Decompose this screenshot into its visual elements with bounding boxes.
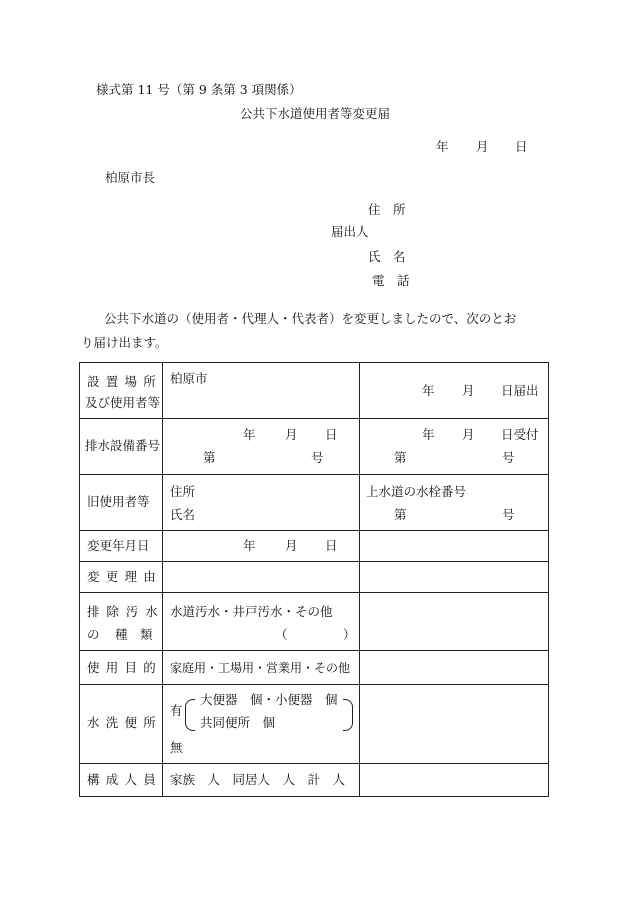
change-date-right-cell[interactable] [360, 531, 549, 562]
table-row [80, 593, 549, 651]
sewage-paren-open: （ [275, 627, 288, 642]
date-day: 日 [515, 139, 528, 154]
label-cell [80, 562, 163, 593]
table-row [80, 531, 549, 562]
label-cell [80, 651, 163, 685]
drain-month: 月 [285, 427, 298, 442]
sewage-label-line1: 排除汚水 [87, 604, 165, 619]
members-label: 構成人員 [87, 772, 163, 787]
change-reason-right-cell[interactable] [360, 562, 549, 593]
submission-month: 月 [462, 383, 475, 398]
meter-go: 号 [502, 507, 515, 522]
drain-go: 号 [311, 450, 324, 465]
form-table [79, 362, 549, 797]
change-reason-cell[interactable] [163, 562, 360, 593]
label-cell [80, 685, 163, 764]
table-row [80, 562, 549, 593]
members-right-cell[interactable] [360, 764, 549, 797]
addressee: 柏原市長 [105, 170, 156, 185]
label-cell [80, 764, 163, 797]
sewage-options: 水道汚水・井戸汚水・その他 [170, 604, 333, 619]
body-text-line2: り届け出ます。 [81, 335, 168, 350]
drain-number-cell[interactable] [163, 419, 360, 475]
table-row [80, 475, 549, 531]
old-user-name: 氏名 [170, 507, 196, 522]
label-cell [80, 475, 163, 531]
right-bracket [343, 699, 353, 731]
document-title: 公共下水道使用者等変更届 [240, 106, 391, 121]
change-date-label: 変更年月日 [87, 538, 150, 553]
meter-dai: 第 [394, 507, 407, 522]
flush-toilet-label: 水洗便所 [87, 715, 163, 730]
change-reason-label: 変更理由 [87, 569, 163, 584]
location-label-line1: 設置場所 [87, 374, 163, 389]
old-user-cell[interactable] [163, 475, 360, 531]
toilet-yes: 有 [170, 703, 183, 718]
usage-purpose-options: 家庭用・工場用・営業用・その他 [170, 661, 351, 675]
toilet-line1: 大便器 個・小便器 個 [200, 692, 338, 707]
label-cell [80, 419, 163, 475]
label-cell [80, 593, 163, 651]
receipt-cell[interactable] [360, 419, 549, 475]
sewage-paren-close: ） [343, 627, 356, 642]
members-value: 家族 人 同居人 人 計 人 [170, 772, 346, 787]
table-row [80, 419, 549, 475]
sewage-right-cell[interactable] [360, 593, 549, 651]
form-number: 様式第 11 号（第 9 条第 3 項関係） [96, 82, 302, 97]
receipt-go: 号 [502, 450, 515, 465]
location-label-line2: 及び使用者等 [85, 395, 161, 410]
applicant-address-label: 住 所 [368, 202, 406, 217]
receipt-dai: 第 [394, 450, 407, 465]
usage-purpose-label: 使用目的 [87, 660, 163, 675]
toilet-line2: 共同便所 個 [200, 715, 276, 730]
submission-date-cell[interactable] [360, 363, 549, 419]
table-row [80, 764, 549, 797]
submission-day: 日届出 [501, 383, 539, 398]
table-row [80, 651, 549, 685]
drain-year: 年 [243, 427, 256, 442]
sewage-label-line2b: 種 類 [115, 627, 153, 642]
label-cell [80, 363, 163, 419]
date-year: 年 [436, 139, 449, 154]
drain-day: 日 [325, 427, 338, 442]
toilet-no: 無 [170, 740, 183, 755]
flush-toilet-cell[interactable] [163, 685, 360, 764]
change-day: 日 [325, 538, 338, 553]
meter-cell[interactable] [360, 475, 549, 531]
location-value-cell[interactable] [163, 363, 360, 419]
table-row [80, 685, 549, 764]
old-user-label: 旧使用者等 [87, 494, 150, 509]
receipt-day: 日受付 [501, 427, 539, 442]
left-bracket [185, 699, 195, 731]
change-date-cell[interactable] [163, 531, 360, 562]
change-month: 月 [285, 538, 298, 553]
body-text-line1: 公共下水道の（使用者・代理人・代表者）を変更しましたので、次のとお [104, 311, 517, 326]
applicant-role-label: 届出人 [331, 224, 369, 239]
old-user-address: 住所 [170, 484, 196, 499]
usage-purpose-cell[interactable] [163, 651, 360, 685]
receipt-year: 年 [422, 427, 435, 442]
drain-number-label: 排水設備番号 [85, 438, 161, 453]
applicant-name-label: 氏 名 [368, 249, 406, 264]
label-cell [80, 531, 163, 562]
members-cell[interactable] [163, 764, 360, 797]
table-row [80, 363, 549, 419]
usage-purpose-right-cell[interactable] [360, 651, 549, 685]
drain-dai: 第 [203, 450, 216, 465]
sewage-type-cell[interactable] [163, 593, 360, 651]
flush-toilet-right-cell[interactable] [360, 685, 549, 764]
change-year: 年 [243, 538, 256, 553]
sewage-label-line2a: の [87, 627, 100, 642]
receipt-month: 月 [462, 427, 475, 442]
location-value: 柏原市 [170, 371, 208, 386]
meter-label: 上水道の水栓番号 [366, 484, 467, 499]
applicant-phone-label: 電 話 [372, 273, 410, 288]
submission-year: 年 [422, 383, 435, 398]
date-month: 月 [476, 139, 489, 154]
